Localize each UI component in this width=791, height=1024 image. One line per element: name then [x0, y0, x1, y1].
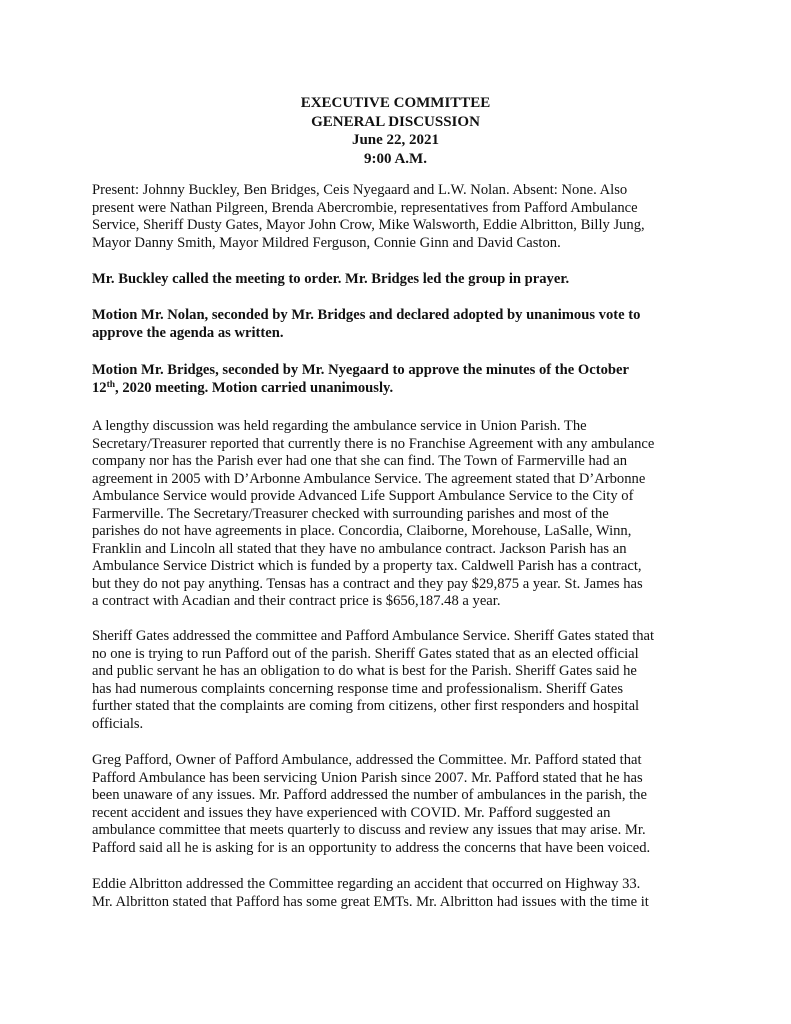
paragraph-line: agreement in 2005 with D’Arbonne Ambulance Service. The agreement stated that D’Arbonne	[92, 470, 646, 487]
paragraph-line: a contract with Acadian and their contract price is $656,187.48 a year.	[92, 593, 501, 609]
minutes-motion-paragraph	[92, 362, 720, 397]
paragraph-line: officials.	[92, 715, 144, 732]
attendance-paragraph	[92, 182, 720, 252]
meeting-date: June 22, 2021	[351, 132, 440, 148]
document-header	[0, 94, 791, 168]
discussion-title: GENERAL DISCUSSION	[311, 113, 480, 130]
paragraph-line: Ambulance Service would provide Advanced Life Support Ambulance Service to the City of	[92, 488, 634, 504]
paragraph-line: Ambulance Service District which is funded by a property tax. Caldwell Parish has a contract,	[92, 558, 642, 574]
paragraph-line: has had numerous complaints concerning response time and professionalism. Sheriff Gates	[92, 680, 624, 697]
paragraph-line: Present: Johnny Buckley, Ben Bridges, Ceis Nyegaard and L.W. Nolan. Absent: None. Also	[92, 182, 628, 198]
paragraph-line: no one is trying to run Pafford out of the parish. Sheriff Gates stated that as an elected official	[92, 645, 639, 662]
paragraph-line: been unaware of any issues. Mr. Pafford addressed the number of ambulances in the parish, the	[92, 787, 647, 803]
paragraph-line: Mayor Danny Smith, Mayor Mildred Ferguson, Connie Ginn and David Caston.	[92, 234, 561, 251]
agenda-motion-paragraph	[92, 307, 720, 342]
paragraph-text: , 2020 meeting. Motion carried unanimously.	[115, 379, 394, 396]
paragraph-line: ambulance committee that meets quarterly to discuss and review any issues that may arise. Mr.	[92, 822, 646, 838]
sheriff-gates-paragraph	[92, 628, 720, 733]
paragraph-line: Secretary/Treasurer reported that currently there is no Franchise Agreement with any ambulance	[92, 435, 655, 452]
paragraph-line: Mr. Albritton stated that Pafford has some great EMTs. Mr. Albritton had issues with the time it	[92, 893, 649, 910]
paragraph-line: Motion Mr. Nolan, seconded by Mr. Bridges and declared adopted by unanimous vote to	[92, 307, 641, 323]
paragraph-line: but they do not pay anything. Tensas has a contract and they pay $29,875 a year. St. James has	[92, 575, 643, 592]
paragraph-line: Motion Mr. Bridges, seconded by Mr. Nyegaard to approve the minutes of the October	[92, 362, 629, 378]
paragraph-line: approve the agenda as written.	[92, 324, 284, 341]
paragraph-line: A lengthy discussion was held regarding the ambulance service in Union Parish. The	[92, 418, 587, 434]
eddie-albritton-paragraph	[92, 876, 720, 911]
paragraph-line: present were Nathan Pilgreen, Brenda Abercrombie, representatives from Pafford Ambulance	[92, 199, 638, 216]
greg-pafford-paragraph	[92, 752, 720, 857]
date-number: 12	[92, 379, 107, 396]
paragraph-line: Mr. Buckley called the meeting to order. Mr. Bridges led the group in prayer.	[92, 271, 570, 287]
paragraph-line: company nor has the Parish ever had one that she can find. The Town of Farmerville had an	[92, 453, 628, 469]
paragraph-line: Service, Sheriff Dusty Gates, Mayor John Crow, Mike Walsworth, Eddie Albritton, Billy Jung,	[92, 217, 645, 233]
paragraph-line: Greg Pafford, Owner of Pafford Ambulance, addressed the Committee. Mr. Pafford stated that	[92, 752, 642, 768]
paragraph-line: Franklin and Lincoln all stated that they have no ambulance contract. Jackson Parish has an	[92, 540, 627, 557]
paragraph-line	[92, 380, 720, 398]
paragraph-line: Pafford said all he is asking for is an opportunity to address the concerns that have been voiced.	[92, 839, 651, 856]
committee-title: EXECUTIVE COMMITTEE	[300, 95, 491, 111]
paragraph-line: recent accident and issues they have experienced with COVID. Mr. Pafford suggested an	[92, 804, 611, 821]
paragraph-line: further stated that the complaints are coming from citizens, other first responders and hospital	[92, 698, 640, 714]
ordinal-suffix: th	[106, 379, 116, 390]
paragraph-line: Eddie Albritton addressed the Committee regarding an accident that occurred on Highway 33.	[92, 876, 641, 892]
paragraph-line: and public servant he has an obligation to do what is best for the Parish. Sheriff Gates said he	[92, 663, 637, 679]
paragraph-line: Pafford Ambulance has been servicing Union Parish since 2007. Mr. Pafford stated that he has	[92, 769, 643, 786]
paragraph-line: Sheriff Gates addressed the committee and Pafford Ambulance Service. Sheriff Gates stated that	[92, 628, 655, 644]
paragraph-line: parishes do not have agreements in place. Concordia, Claiborne, Morehouse, LaSalle, Winn,	[92, 523, 632, 539]
paragraph-line: Farmerville. The Secretary/Treasurer checked with surrounding parishes and most of the	[92, 505, 609, 522]
ambulance-discussion-paragraph	[92, 418, 720, 611]
meeting-time: 9:00 A.M.	[364, 150, 427, 167]
call-to-order-paragraph	[92, 271, 720, 289]
